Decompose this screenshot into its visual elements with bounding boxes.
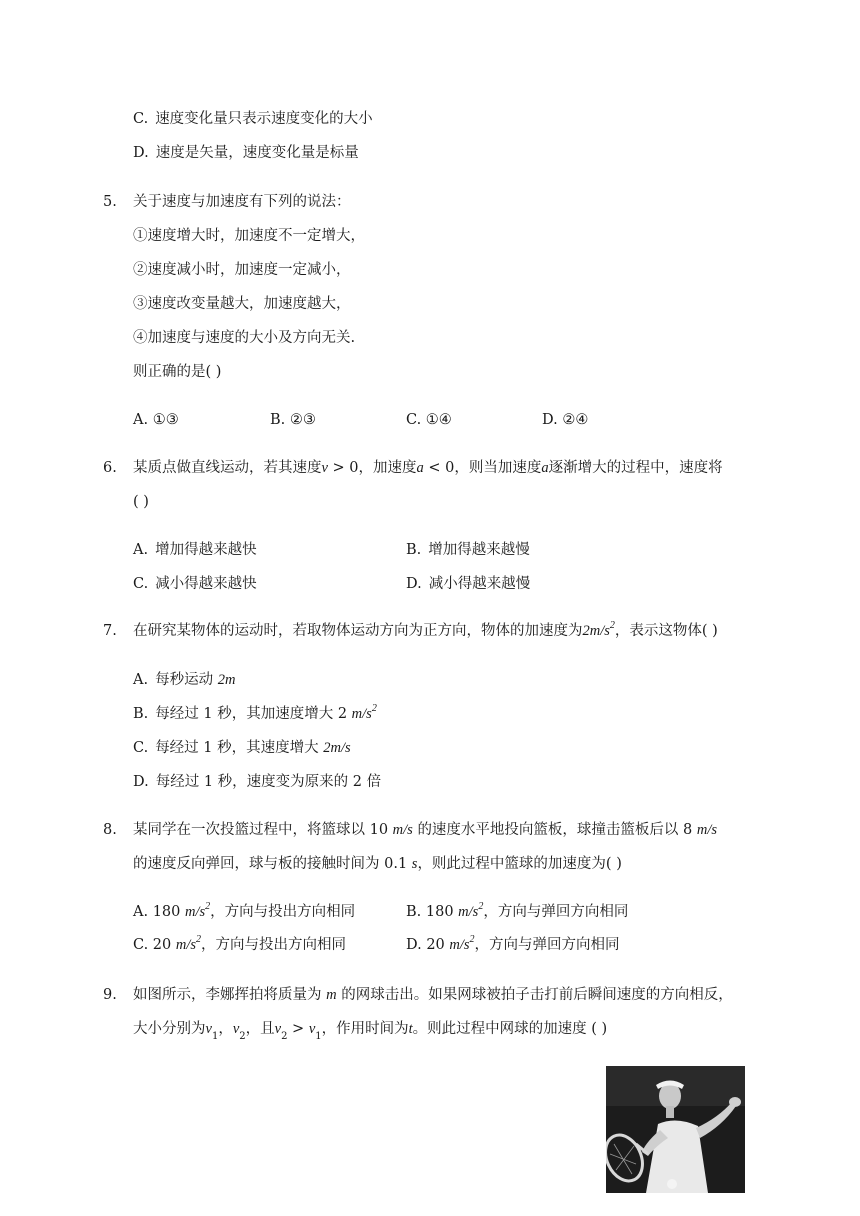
q5-number: 5.	[103, 194, 117, 210]
subscript: 1	[211, 1030, 219, 1042]
q7-stem	[133, 621, 718, 641]
superscript: 2	[478, 901, 484, 913]
unit: m/s	[185, 904, 206, 920]
option-letter: D.	[133, 774, 149, 790]
option-value: 2m/s	[323, 740, 351, 756]
q5-option-c: C. ①④	[406, 412, 452, 428]
option-text: 每经过 1 秒，其加速度增大 2	[155, 706, 348, 722]
var-a: a	[541, 460, 549, 476]
text: > 0	[327, 460, 359, 476]
option-text: 减小得越来越快	[155, 576, 257, 592]
text: 在研究某物体的运动时，若取物体运动方向为正方向，物体的加速度为	[133, 623, 583, 639]
q5-statement-1: ①速度增大时，加速度不一定增大，	[133, 228, 365, 244]
option-text: 速度变化量只表示速度变化的大小	[155, 111, 373, 127]
q9-stem-line-2	[133, 1019, 608, 1042]
q9-number: 9.	[103, 987, 117, 1003]
option-letter: D.	[133, 145, 149, 161]
acceleration-value: 2m/s	[582, 623, 610, 639]
option-value: 180	[152, 904, 181, 920]
unit: m/s	[175, 937, 197, 953]
text: < 0	[423, 460, 455, 476]
q8-stem-line-2	[133, 854, 622, 874]
subscript: 2	[281, 1030, 288, 1042]
q5-stem: 关于速度与加速度有下列的说法：	[133, 194, 351, 210]
q8-option-b	[406, 902, 628, 922]
option-text: ，方向与投出方向相同	[201, 937, 347, 953]
q4-option-d	[133, 143, 359, 163]
text: 的网球击出。如果网球被拍子击打前后瞬间速度的方向相反，	[341, 987, 733, 1003]
q5-statement-3: ③速度改变量越大，加速度越大，	[133, 296, 351, 312]
q6-stem-line-1	[133, 458, 723, 478]
option-text: 增加得越来越快	[155, 542, 257, 558]
text: ，	[218, 1021, 233, 1037]
option-text: 增加得越来越慢	[428, 542, 530, 558]
q5-statement-2: ②速度减小时，加速度一定减小，	[133, 262, 351, 278]
q7-option-c	[133, 738, 351, 758]
text: 大小分别为	[133, 1021, 206, 1037]
q7-option-d	[133, 772, 381, 792]
q8-stem-line-1	[133, 820, 717, 840]
unit: m/s	[458, 904, 479, 920]
q6-option-b	[406, 540, 530, 560]
option-text: ，方向与弹回方向相同	[474, 937, 620, 953]
option-letter: B.	[406, 542, 422, 558]
q5-option-a: A. ①③	[133, 412, 179, 428]
option-text: 减小得越来越慢	[428, 576, 531, 592]
option-letter: C.	[133, 937, 149, 953]
option-text: 每经过 1 秒，速度变为原来的 2 倍	[155, 774, 382, 790]
option-text: 每经过 1 秒，其速度增大	[155, 740, 319, 756]
tennis-player-photo	[606, 1066, 745, 1193]
superscript: 2	[371, 703, 377, 715]
unit: m/s	[696, 822, 718, 838]
var-m: m	[326, 987, 337, 1003]
superscript: 2	[196, 934, 202, 946]
q6-option-a	[133, 540, 257, 560]
var-v: v	[205, 1021, 212, 1037]
q6-number: 6.	[103, 460, 117, 476]
option-text: 每秒运动	[155, 672, 214, 688]
text: 的速度反向弹回，球与板的接触时间为	[133, 856, 380, 872]
var-a: a	[416, 460, 424, 476]
text: 如图所示，李娜挥拍将质量为	[133, 987, 322, 1003]
subscript: 1	[315, 1030, 322, 1042]
var-v: v	[274, 1021, 282, 1037]
q6-option-d	[406, 574, 530, 594]
time-value: 0.1	[384, 856, 408, 872]
option-text: ，方向与投出方向相同	[210, 904, 356, 920]
unit: m/s	[392, 822, 413, 838]
q8-number: 8.	[103, 822, 117, 838]
text: ，且	[245, 1021, 275, 1037]
q6-option-c	[133, 574, 257, 594]
text: 某同学在一次投篮过程中，将篮球以 10	[133, 822, 389, 838]
text: ，则此过程中篮球的加速度为( )	[417, 856, 622, 872]
superscript: 2	[609, 620, 615, 632]
q8-option-d	[406, 935, 620, 955]
option-text: 速度是矢量，速度变化量是标量	[155, 145, 359, 161]
option-value: 2m	[217, 672, 236, 688]
var-v: v	[321, 460, 328, 476]
option-letter: D.	[406, 576, 422, 592]
text: 。则此过程中网球的加速度 ( )	[412, 1021, 608, 1037]
q7-option-a	[133, 670, 235, 690]
option-letter: A.	[133, 542, 149, 558]
text: ，表示这物体( )	[614, 623, 718, 639]
option-letter: A.	[133, 672, 149, 688]
text: ，则当加速度	[454, 460, 542, 476]
tennis-player-illustration	[606, 1066, 745, 1193]
option-value: 180	[425, 904, 454, 920]
q5-option-d: D. ②④	[542, 412, 589, 428]
option-letter: C.	[133, 576, 149, 592]
text: 的速度水平地投向篮板，球撞击篮板后以 8	[417, 822, 693, 838]
superscript: 2	[205, 901, 211, 913]
var-t: t	[408, 1021, 413, 1037]
option-letter: B.	[406, 904, 422, 920]
q6-stem-line-2: ( )	[133, 494, 149, 510]
q7-option-b	[133, 704, 377, 724]
q5-statement-4: ④加速度与速度的大小及方向无关.	[133, 330, 356, 346]
unit: m/s	[351, 706, 372, 722]
var-v: v	[232, 1021, 240, 1037]
var-v: v	[308, 1021, 316, 1037]
option-letter: D.	[406, 937, 422, 953]
subscript: 2	[239, 1030, 246, 1042]
q5-option-b: B. ②③	[270, 412, 316, 428]
q8-option-a	[133, 902, 355, 922]
text: 某质点做直线运动，若其速度	[133, 460, 322, 476]
text: 逐渐增大的过程中，速度将	[548, 460, 723, 476]
superscript: 2	[469, 934, 475, 946]
option-letter: C.	[133, 111, 149, 127]
option-letter: B.	[133, 706, 149, 722]
text: >	[287, 1021, 309, 1037]
option-letter: A.	[133, 904, 149, 920]
option-value: 20	[152, 937, 172, 953]
q8-option-c	[133, 935, 346, 955]
q4-option-c	[133, 109, 373, 129]
text: ，作用时间为	[321, 1021, 409, 1037]
unit: m/s	[449, 937, 470, 953]
option-value: 20	[426, 937, 445, 953]
unit: s	[411, 856, 418, 872]
option-text: ，方向与弹回方向相同	[483, 904, 629, 920]
option-letter: C.	[133, 740, 149, 756]
q9-stem-line-1	[133, 985, 733, 1005]
q5-question: 则正确的是( )	[133, 364, 222, 380]
q7-number: 7.	[103, 623, 117, 639]
text: ，加速度	[358, 460, 417, 476]
